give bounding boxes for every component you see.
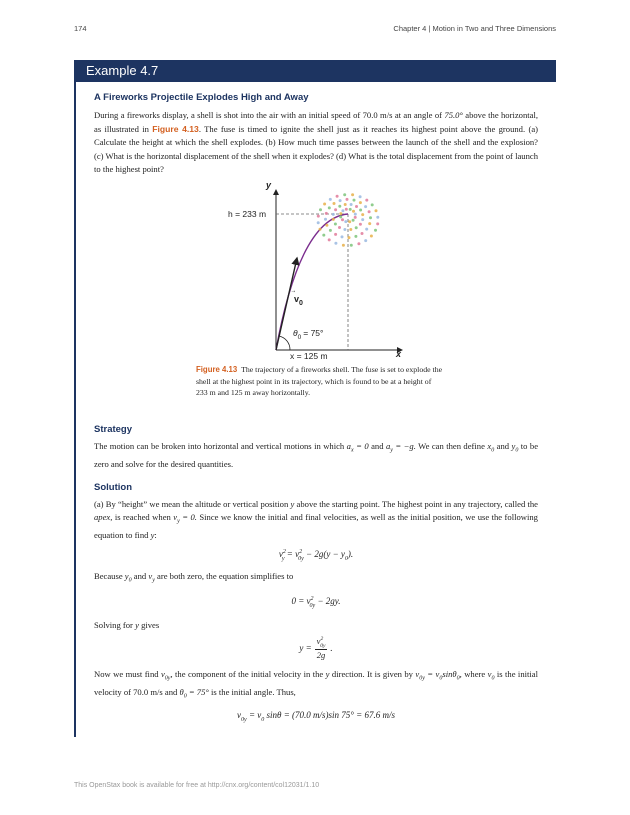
- explosion-spark: [343, 193, 346, 196]
- strategy-text: The motion can be broken into horizontal and vertical motions in which $a_x = 0$ and $a_y = -g$. We can then define $x_0$ and $y_0$ to be zero and solve for the desired quantities.: [94, 441, 539, 470]
- explosion-spark: [371, 203, 374, 206]
- explosion-spark: [325, 224, 328, 227]
- equation-2: $0 = v^2_{0y} - 2gy$.: [291, 595, 341, 609]
- angle-arc: [279, 336, 290, 350]
- strategy-heading: Strategy: [94, 424, 133, 435]
- explosion-spark: [365, 199, 368, 202]
- explosion-spark: [352, 219, 355, 222]
- figure-link[interactable]: Figure 4.13: [152, 123, 199, 134]
- explosion-spark: [317, 221, 320, 224]
- explosion-spark: [364, 205, 367, 208]
- velocity-label: $v_0$: [294, 294, 303, 307]
- explosion-spark: [353, 199, 356, 202]
- velocity-hat: [291, 290, 295, 293]
- explosion-spark: [369, 216, 372, 219]
- explosion-spark: [376, 216, 379, 219]
- explosion-spark: [334, 208, 337, 211]
- problem-text: During a fireworks display, a shell is shot into the air with an initial speed of 70.0 m/s at an angle of 75.0° above the horizontal, as illustrated in Figure 4.13. The fuse is timed to ignite the shell just as it reaches its highest point above the ground. (a) Calculate the height at which the shell explodes. (b) How much time passes between the launch of the shell and the explosion? (c) What is the horizontal displacement of the shell when it explodes? (d) What is the total displacement from the point of launch to the highest point?: [94, 110, 538, 174]
- explosion-spark: [359, 223, 362, 226]
- explosion-spark: [322, 234, 325, 237]
- explosion-spark: [359, 209, 362, 212]
- explosion-spark: [361, 232, 364, 235]
- explosion-spark: [324, 218, 327, 221]
- explosion-spark: [375, 209, 378, 212]
- explosion-spark: [345, 208, 348, 211]
- explosion-spark: [333, 202, 336, 205]
- explosion-spark: [334, 242, 337, 245]
- range-label: x = 125 m: [290, 351, 328, 361]
- explosion-spark: [368, 222, 371, 225]
- explosion-spark: [355, 205, 358, 208]
- explosion-spark: [364, 239, 367, 242]
- equation-4: $v_{0y} = v_0$ sinθ = (70.0 m/s)sin 75° = 67.6 m/s: [237, 710, 395, 724]
- explosion-spark: [329, 229, 332, 232]
- explosion-spark: [343, 228, 346, 231]
- explosion-spark: [317, 215, 320, 218]
- explosion-spark: [319, 208, 322, 211]
- equation-1: $v^2_y = v^2_{0y} - 2g(y - y_0)$.: [278, 548, 354, 562]
- explosion-spark: [352, 210, 355, 213]
- explosion-spark: [354, 235, 357, 238]
- explosion-spark: [348, 236, 351, 239]
- explosion-spark: [350, 244, 353, 247]
- explosion-spark: [354, 213, 357, 216]
- explosion-spark: [374, 229, 377, 232]
- explosion-spark: [361, 213, 364, 216]
- explosion-spark: [351, 193, 354, 196]
- page-number: 174: [74, 24, 87, 33]
- explosion-spark: [361, 218, 364, 221]
- explosion-spark: [349, 228, 352, 231]
- explosion-spark: [346, 198, 349, 201]
- explosion-spark: [355, 226, 358, 229]
- explosion-spark: [336, 195, 339, 198]
- angle-label: $\theta_0 = 75^\circ$: [293, 328, 324, 341]
- explosion-spark: [376, 222, 379, 225]
- solution-para-3: Solving for y gives: [94, 619, 160, 630]
- explosion-spark: [365, 228, 368, 231]
- explosion-spark: [341, 209, 344, 212]
- explosion-spark: [348, 220, 351, 223]
- explosion-spark: [332, 218, 335, 221]
- explosion-spark: [339, 199, 342, 202]
- y-axis-label: y: [266, 180, 272, 190]
- strategy-section: [94, 424, 538, 723]
- explosion-spark: [344, 203, 347, 206]
- solution-para-1: (a) By “height” we mean the altitude or vertical position y above the starting point. The highest point in any trajectory, called the apex, is reached when $v_y = 0$. Since we know the initial and final velocities, as well as the initial position, we use the following equation to find y:: [94, 498, 538, 541]
- explosion-spark: [350, 203, 353, 206]
- solution-para-4: Now we must find $v_{0y}$, the component of the initial velocity in the y direction. It is given by $v_{0y} = v_0\sin\theta_0$, where $v_0$ is the initial velocity of 70.0 m/s and $\theta_0 = 75^\circ$ is the initial angle. Thus,: [94, 668, 538, 700]
- explosion-spark: [323, 203, 326, 206]
- explosion-spark: [341, 218, 344, 221]
- explosion-spark: [339, 215, 342, 218]
- explosion-spark: [328, 238, 331, 241]
- explosion-spark: [341, 235, 344, 238]
- explosion-spark: [359, 195, 362, 198]
- problem-heading: A Fireworks Projectile Explodes High and Away: [94, 92, 309, 103]
- explosion-spark: [328, 206, 331, 209]
- explosion-spark: [338, 205, 341, 208]
- explosion-spark: [344, 220, 347, 223]
- explosion-spark: [334, 223, 337, 226]
- explosion-spark: [368, 210, 371, 213]
- height-label: h = 233 m: [228, 209, 267, 219]
- equation-3: y = $\frac{v^2_{0y}}{2g}$ .: [299, 636, 333, 660]
- explosion-spark: [354, 216, 357, 219]
- solution-heading: Solution: [94, 481, 132, 493]
- explosion-spark: [334, 233, 337, 236]
- example-banner: Example 4.7: [74, 60, 556, 82]
- x-axis-label: x: [396, 349, 402, 359]
- explosion-spark: [329, 198, 332, 201]
- explosion-spark: [338, 226, 341, 229]
- solution-para-2: Because $y_0$ and $v_y$ are both zero, the equation simplifies to: [94, 570, 294, 584]
- explosion-spark: [359, 201, 362, 204]
- figure-caption: Figure 4.13 The trajectory of a fireworks shell. The fuse is set to explode the shell at the highest point in its trajectory, which is found to be at a height of 233 m and 125 m away horizontally.: [196, 365, 443, 397]
- explosion-spark: [342, 244, 345, 247]
- explosion-spark: [370, 235, 373, 238]
- explosion-spark: [357, 242, 360, 245]
- explosion-spark: [325, 212, 328, 215]
- explosion-spark: [319, 228, 322, 231]
- chapter-title: Chapter 4 | Motion in Two and Three Dimensions: [393, 24, 556, 33]
- explosion-spark: [332, 213, 335, 216]
- explosion-spark: [339, 212, 342, 215]
- explosion-spark: [349, 208, 352, 211]
- footer-note: This OpenStax book is available for free at http://cnx.org/content/col12031/1.10: [74, 782, 320, 789]
